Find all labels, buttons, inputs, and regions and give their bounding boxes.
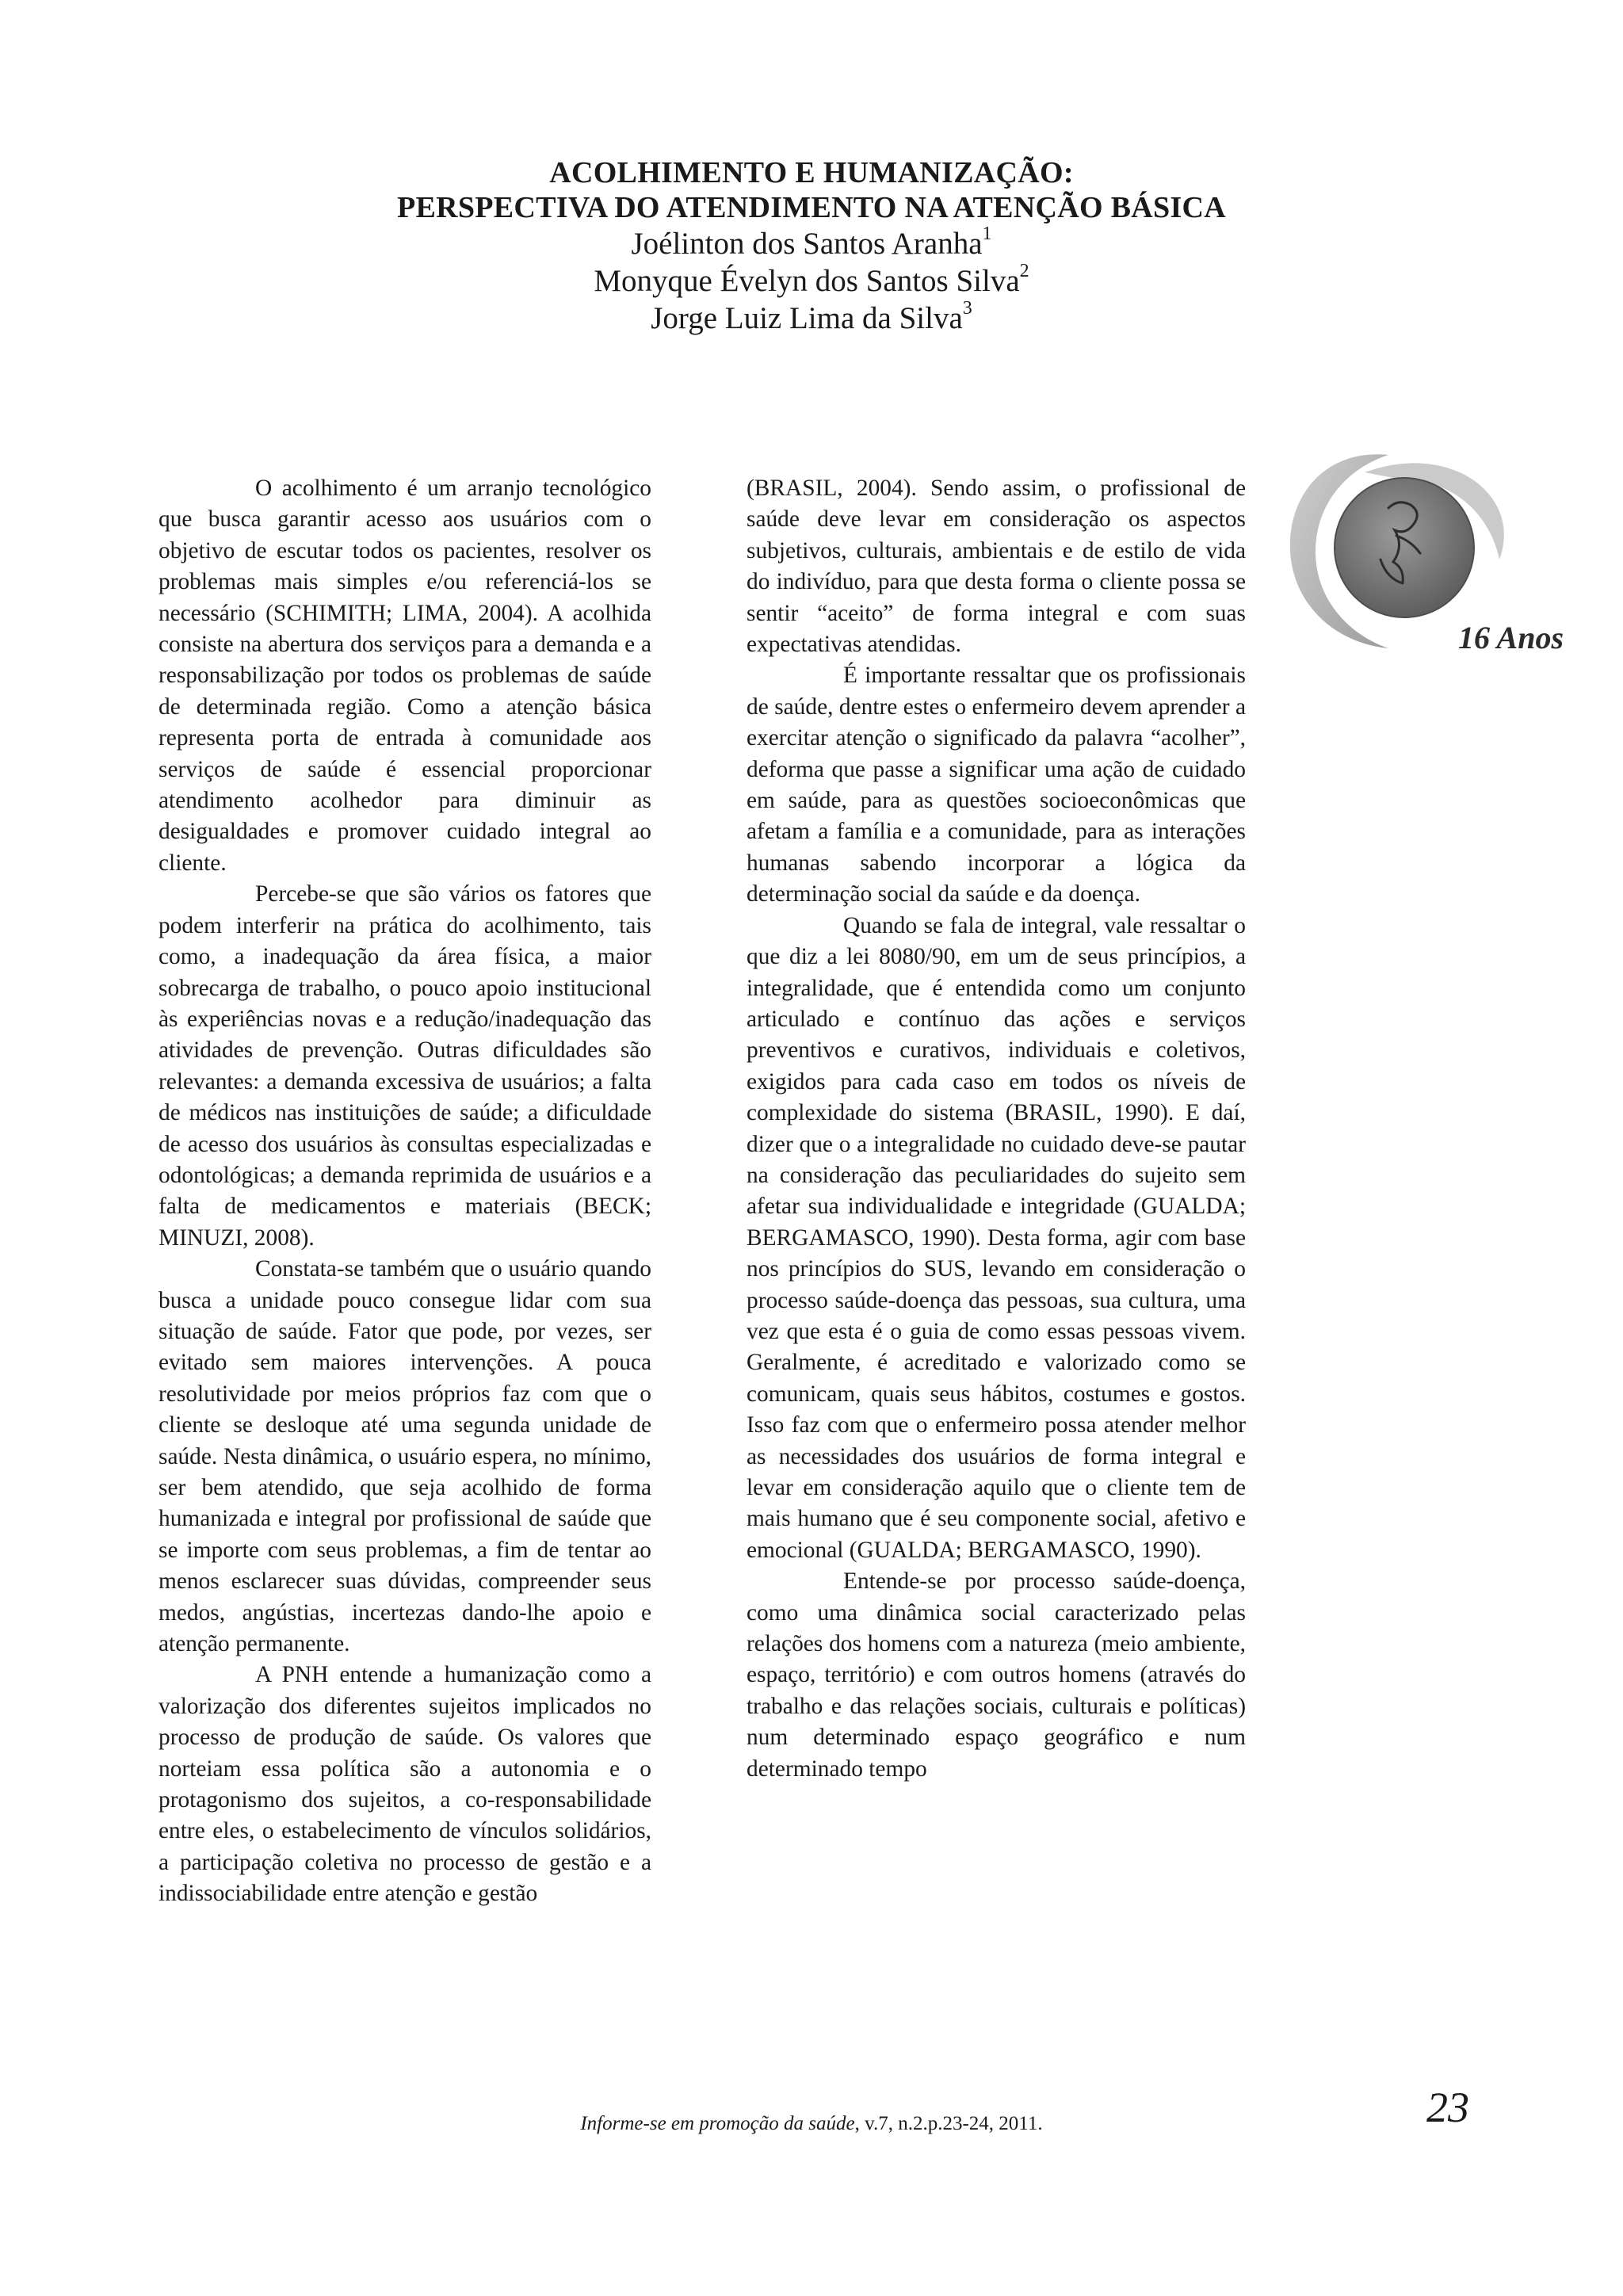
journal-citation: , v.7, n.2.p.23-24, 2011. xyxy=(854,2113,1043,2134)
journal-name: Informe-se em promoção da saúde xyxy=(580,2113,855,2134)
paragraph: Percebe-se que são vários os fatores que podem interferir na prática do acolhimento, tais como, a inadequação da área física, a maior sobrecarga de trabalho, o pouco apoio institucional às experiências novas e a redução/inadequação das atividades de prevenção. Outras dificuldades são relevantes: a demanda excessiva de usuários; a falta de médicos nas instituições de saúde; a dificuldade de acesso dos usuários às consultas especializadas e odontológicas; a demanda reprimida de usuários e a falta de medicamentos e materiais (BECK; MINUZI, 2008). xyxy=(158,881,651,1251)
paragraph: Constata-se também que o usuário quando busca a unidade pouco consegue lidar com sua situação de saúde. Fator que pode, por vezes, ser evitado sem maiores intervenções. A pouca resolutividade por meios próprios faz com que o cliente se desloque até uma segunda unidade de saúde. Nesta dinâmica, o usuário espera, no mínimo, ser bem atendido, que seja acolhido de forma humanizada e integral por profissional de saúde que se importe com seus problemas, a fim de tentar ao menos esclarecer suas dúvidas, compreender seus medos, angústias, incertezas dando-lhe apoio e atenção permanente. xyxy=(158,1256,651,1657)
article-header xyxy=(0,155,1623,337)
author-footnote-marker: 3 xyxy=(962,298,972,319)
paragraph: O acolhimento é um arranjo tecnológico que busca garantir acesso aos usuários com o objetivo de escutar todos os pacientes, resolver os problemas mais simples e/ou referenciá-los se necessário (SCHIMITH; LIMA, 2004). A acolhida consiste na abertura dos serviços para a demanda e a responsabilização por todos os problemas de saúde de determinada região. Como a atenção básica representa porta de entrada à comunidade aos serviços de saúde é essencial proporcionar atendimento acolhedor para diminuir as desigualdades e promover cuidado integral ao cliente. xyxy=(158,476,651,876)
author-name: Monyque Évelyn dos Santos Silva xyxy=(594,264,1020,298)
author-footnote-marker: 1 xyxy=(982,223,992,244)
article-title-line-2: PERSPECTIVA DO ATENDIMENTO NA ATENÇÃO BÁSICA xyxy=(396,191,1227,224)
author-name: Joélinton dos Santos Aranha xyxy=(631,227,983,261)
journal-footer xyxy=(0,2112,1623,2136)
paragraph: (BRASIL, 2004). Sendo assim, o profissional de saúde deve levar em consideração os aspectos subjetivos, culturais, ambientais e de estilo de vida do indivíduo, para que desta forma o cliente possa se sentir “aceito” de forma integral e com suas expectativas atendidas. xyxy=(747,476,1246,658)
logo-caption: 16 Anos xyxy=(1458,620,1564,655)
anniversary-logo-graphic xyxy=(1270,441,1564,670)
author-footnote-marker: 2 xyxy=(1019,261,1029,281)
author-2 xyxy=(0,262,1623,300)
paragraph: Entende-se por processo saúde-doença, como uma dinâmica social caracterizado pelas relações dos homens com a natureza (meio ambiente, espaço, território) e com outros homens (através do trabalho e das relações sociais, culturais e políticas) num determinado espaço geográfico e num determinado tempo xyxy=(747,1568,1246,1782)
author-1 xyxy=(0,225,1623,262)
left-column xyxy=(158,473,651,1910)
paragraph: Quando se fala de integral, vale ressaltar o que diz a lei 8080/90, em um de seus princípios, a integralidade, que é entendida como um conjunto articulado e contínuo das ações e serviços preventivos e curativos, individuais e coletivos, exigidos para cada caso em todos os níveis de complexidade do sistema (BRASIL, 1990). E daí, dizer que o a integralidade no cuidado deve-se pautar na consideração das peculiaridades do sujeito sem afetar sua individualidade e integridade (GUALDA; BERGAMASCO, 1990). Desta forma, agir com base nos princípios do SUS, levando em consideração o processo saúde-doença das pessoas, sua cultura, uma vez que esta é o guia de como essas pessoas vivem. Geralmente, é acreditado e valorizado como se comunicam, quais seus hábitos, costumes e gostos. Isso faz com que o enfermeiro possa atender melhor as necessidades dos usuários de forma integral e levar em consideração aquilo que o cliente tem de mais humano que é seu componente social, afetivo e emocional (GUALDA; BERGAMASCO, 1990). xyxy=(747,912,1246,1563)
author-3 xyxy=(0,300,1623,337)
paragraph: É importante ressaltar que os profissionais de saúde, dentre estes o enfermeiro devem aprender a exercitar atenção o significado da palavra “acolher”, deforma que passe a significar uma ação de cuidado em saúde, para as questões socioeconômicas que afetam a família e a comunidade, para as interações humanas sabendo incorporar a lógica da determinação social da saúde e da doença. xyxy=(747,663,1246,907)
paragraph: A PNH entende a humanização como a valorização dos diferentes sujeitos implicados no processo de produção de saúde. Os valores que norteiam essa política são a autonomia e o protagonismo dos sujeitos, a co-responsabilidade entre eles, o estabelecimento de vínculos solidários, a participação coletiva no processo de gestão e a indissociabilidade entre atenção e gestão xyxy=(158,1662,651,1907)
author-name: Jorge Luiz Lima da Silva xyxy=(651,301,963,335)
anniversary-logo xyxy=(1270,441,1564,670)
right-column xyxy=(747,473,1246,1785)
page-number: 23 xyxy=(1426,2084,1469,2131)
article-title-line-1: ACOLHIMENTO E HUMANIZAÇÃO: xyxy=(549,156,1074,189)
